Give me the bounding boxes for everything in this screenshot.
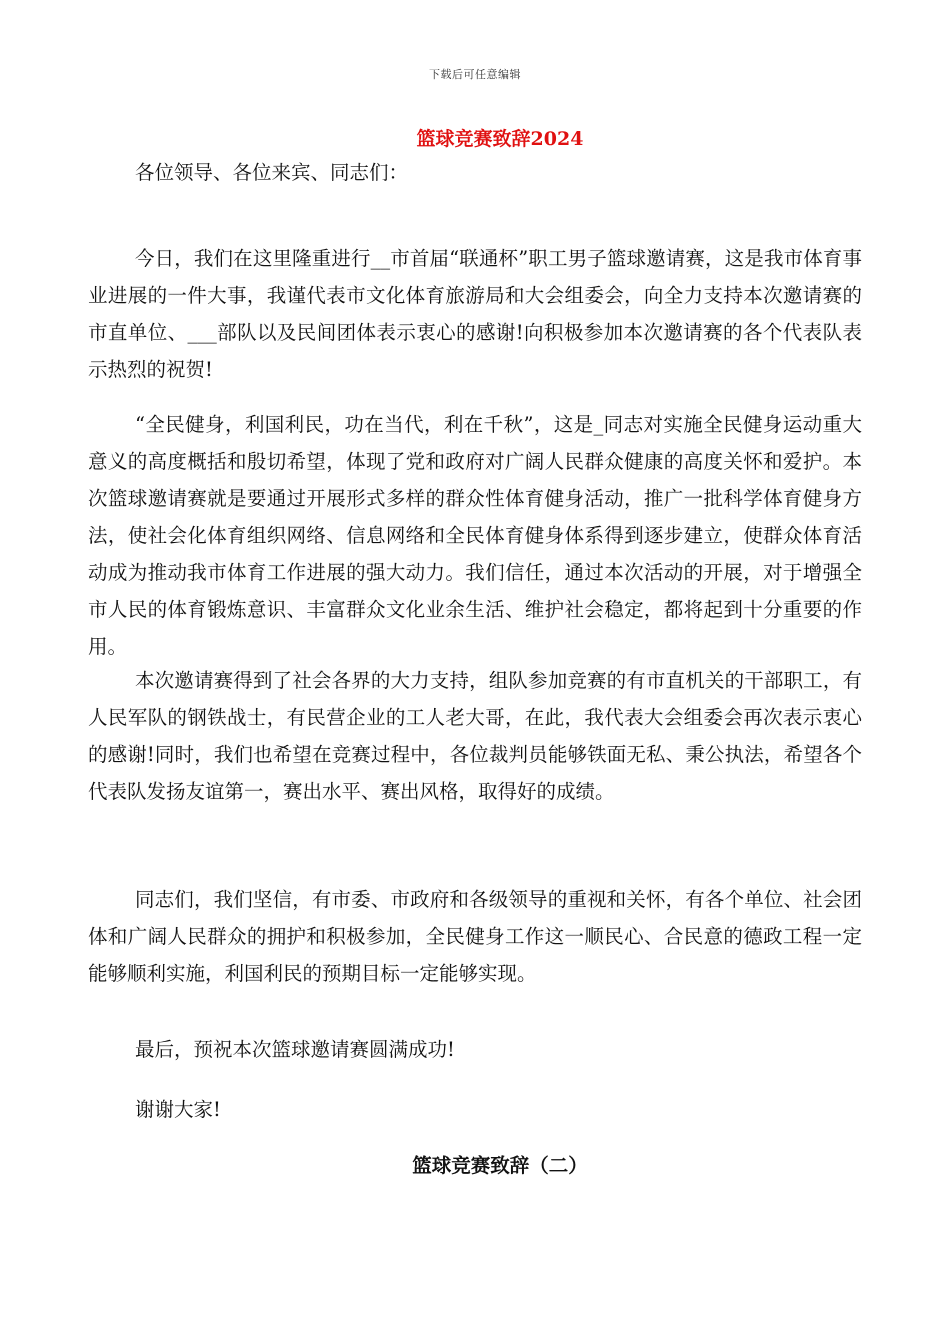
paragraph-1: 今日，我们在这里隆重进行__市首届“联通杯”职工男子篮球邀请赛，这是我市体育事业进展的一件大事，我谨代表市文化体育旅游局和大会组委会，向全力支持本次邀请赛的市直单位、___部队以及民间团体表示衷心的感谢!向积极参加本次邀请赛的各个代表队表示热烈的祝贺! — [88, 247, 862, 381]
salutation: 各位领导、各位来宾、同志们： — [135, 161, 409, 184]
paragraph-closing-wish: 最后，预祝本次篮球邀请赛圆满成功! — [135, 1038, 455, 1061]
paragraph-2: “全民健身，利国利民，功在当代，利在千秋”，这是_同志对实施全民健身运动重大意义的高度概括和殷切希望，体现了党和政府对广阔人民群众健康的高度关怀和爱护。本次篮球邀请赛就是要通过开展形式多样的群众性体育健身活动，推广一批科学体育健身方法，使社会化体育组织网络、信息网络和全民体育健身体系得到逐步建立，使群众体育活动成为推动我市体育工作进展的强大动力。我们信任，通过本次活动的开展，对于增强全市人民的体育锻炼意识、丰富群众文化业余生活、维护社会稳定，都将起到十分重要的作用。 — [88, 413, 862, 658]
paragraph-3: 本次邀请赛得到了社会各界的大力支持，组队参加竞赛的有市直机关的干部职工，有人民军队的钢铁战士，有民营企业的工人老大哥，在此，我代表大会组委会再次表示衷心的感谢!同时，我们也希望在竞赛过程中，各位裁判员能够铁面无私、秉公执法，希望各个代表队发扬友谊第一，赛出水平、赛出风格，取得好的成绩。 — [88, 669, 862, 803]
paragraph-4: 同志们，我们坚信，有市委、市政府和各级领导的重视和关怀，有各个单位、社会团体和广阔人民群众的拥护和积极参加，全民健身工作这一顺民心、合民意的德政工程一定能够顺利实施，利国利民的预期目标一定能够实现。 — [88, 888, 862, 985]
header-note: 下载后可任意编辑 — [429, 68, 521, 81]
document-title: 篮球竞赛致辞2024 — [416, 128, 584, 150]
section-subtitle: 篮球竞赛致辞（二） — [412, 1154, 588, 1177]
paragraph-thanks: 谢谢大家! — [135, 1098, 221, 1121]
